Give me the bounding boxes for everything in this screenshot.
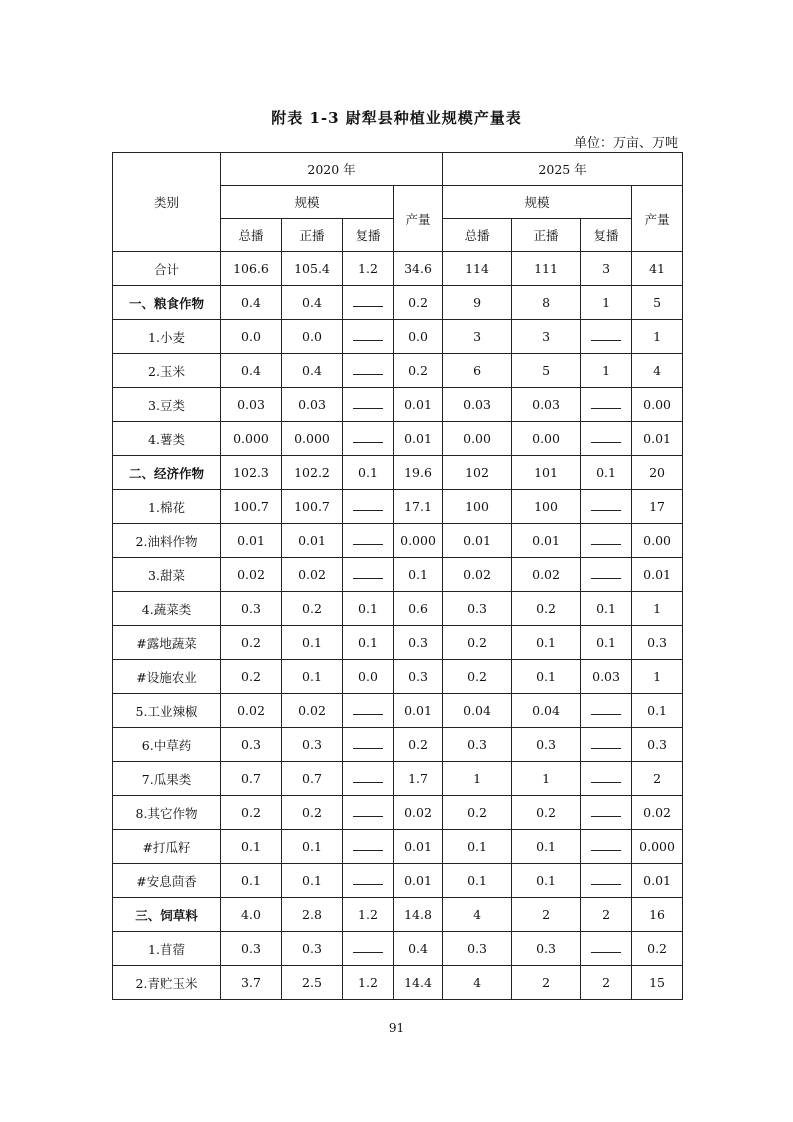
- table-cell: 0.2: [443, 660, 512, 694]
- empty-dash: [353, 536, 383, 545]
- table-cell: 0.3: [443, 728, 512, 762]
- row-label: 8.其它作物: [113, 796, 221, 830]
- table-cell: 0.6: [394, 592, 443, 626]
- empty-dash: [353, 808, 383, 817]
- table-cell: 0.01: [221, 524, 282, 558]
- table-cell: 0.1: [343, 456, 394, 490]
- empty-dash: [353, 366, 383, 375]
- table-cell: 14.4: [394, 966, 443, 1000]
- table-cell: 4: [443, 966, 512, 1000]
- table-cell: 0.3: [632, 728, 683, 762]
- table-cell: 111: [512, 252, 581, 286]
- table-cell: 0.3: [512, 932, 581, 966]
- empty-dash: [353, 774, 383, 783]
- empty-dash: [353, 434, 383, 443]
- table-cell: [581, 728, 632, 762]
- table-cell: [581, 762, 632, 796]
- table-cell: 0.2: [221, 796, 282, 830]
- table-cell: 2: [512, 898, 581, 932]
- table-cell: 0.0: [282, 320, 343, 354]
- table-cell: 8: [512, 286, 581, 320]
- empty-dash: [353, 400, 383, 409]
- table-cell: 0.1: [282, 660, 343, 694]
- table-row: [113, 456, 683, 490]
- table-cell: [343, 864, 394, 898]
- table-cell: 20: [632, 456, 683, 490]
- table-cell: 0.3: [221, 592, 282, 626]
- table-row: [113, 388, 683, 422]
- table-cell: 0.02: [282, 558, 343, 592]
- table-cell: 0.2: [221, 626, 282, 660]
- table-cell: 0.1: [443, 830, 512, 864]
- table-cell: 0.1: [282, 864, 343, 898]
- table-cell: 0.1: [512, 626, 581, 660]
- empty-dash: [353, 570, 383, 579]
- table-row: [113, 558, 683, 592]
- table-cell: 114: [443, 252, 512, 286]
- empty-dash: [353, 842, 383, 851]
- table-row: [113, 660, 683, 694]
- table-cell: 0.2: [394, 354, 443, 388]
- table-cell: 19.6: [394, 456, 443, 490]
- table-cell: 0.4: [282, 354, 343, 388]
- table-cell: [343, 490, 394, 524]
- table-cell: [581, 524, 632, 558]
- unit-label: 单位：万亩、万吨: [573, 136, 678, 151]
- empty-dash: [353, 876, 383, 885]
- table-cell: 3.7: [221, 966, 282, 1000]
- table-cell: 0.3: [443, 932, 512, 966]
- table-cell: 101: [512, 456, 581, 490]
- table-row: [113, 762, 683, 796]
- table-row: [113, 592, 683, 626]
- table-cell: 0.01: [394, 388, 443, 422]
- row-label: 1.苜蓿: [113, 932, 221, 966]
- table-cell: 1.2: [343, 898, 394, 932]
- header-multi-sown-2020: 复播: [343, 219, 394, 252]
- row-label: 3.豆类: [113, 388, 221, 422]
- table-cell: 0.1: [512, 660, 581, 694]
- table-cell: 0.0: [221, 320, 282, 354]
- row-label: 5.工业辣椒: [113, 694, 221, 728]
- table-cell: 1: [443, 762, 512, 796]
- header-total-sown-2025: 总播: [443, 219, 512, 252]
- table-cell: 17: [632, 490, 683, 524]
- table-cell: 0.2: [443, 626, 512, 660]
- table-row: [113, 524, 683, 558]
- table-cell: 0.01: [394, 864, 443, 898]
- table-cell: 0.3: [512, 728, 581, 762]
- table-cell: 0.1: [632, 694, 683, 728]
- table-cell: 0.02: [512, 558, 581, 592]
- row-label: 1.小麦: [113, 320, 221, 354]
- table-cell: 0.01: [632, 422, 683, 456]
- table-cell: 0.03: [282, 388, 343, 422]
- table-cell: [581, 388, 632, 422]
- table-cell: [343, 694, 394, 728]
- header-year-2025: 2025 年: [443, 153, 683, 186]
- table-cell: 17.1: [394, 490, 443, 524]
- table-cell: 0.2: [443, 796, 512, 830]
- empty-dash: [591, 876, 621, 885]
- table-row: [113, 796, 683, 830]
- table-cell: [343, 388, 394, 422]
- table-cell: 1: [632, 592, 683, 626]
- table-cell: 0.02: [443, 558, 512, 592]
- header-scale-2025: 规模: [443, 186, 632, 219]
- row-label: 三、饲草料: [113, 898, 221, 932]
- table-cell: 0.3: [221, 932, 282, 966]
- table-cell: 15: [632, 966, 683, 1000]
- table-cell: 0.02: [394, 796, 443, 830]
- table-cell: 0.0: [343, 660, 394, 694]
- empty-dash: [591, 944, 621, 953]
- table-cell: 0.7: [282, 762, 343, 796]
- table-cell: 0.2: [512, 796, 581, 830]
- table-cell: [343, 354, 394, 388]
- table-cell: 0.2: [394, 286, 443, 320]
- table-cell: [581, 830, 632, 864]
- table-cell: [581, 558, 632, 592]
- row-label: 二、经济作物: [113, 456, 221, 490]
- table-cell: [581, 422, 632, 456]
- table-row: [113, 932, 683, 966]
- row-label: 合计: [113, 252, 221, 286]
- table-cell: 41: [632, 252, 683, 286]
- table-cell: 0.1: [512, 830, 581, 864]
- table-cell: [343, 932, 394, 966]
- table-cell: 2: [512, 966, 581, 1000]
- table-cell: 0.01: [632, 558, 683, 592]
- table-cell: 2: [632, 762, 683, 796]
- table-row: [113, 898, 683, 932]
- table-cell: 0.4: [394, 932, 443, 966]
- table-cell: 3: [581, 252, 632, 286]
- table-cell: 0.01: [512, 524, 581, 558]
- table-cell: 0.2: [632, 932, 683, 966]
- table-cell: [581, 932, 632, 966]
- table-row: [113, 252, 683, 286]
- table-cell: [343, 762, 394, 796]
- page-number: 91: [388, 1021, 405, 1035]
- table-cell: 2: [581, 898, 632, 932]
- table-cell: 4.0: [221, 898, 282, 932]
- table-cell: 0.000: [632, 830, 683, 864]
- table-cell: 5: [632, 286, 683, 320]
- table-cell: 4: [632, 354, 683, 388]
- table-cell: 6: [443, 354, 512, 388]
- table-cell: 1: [632, 660, 683, 694]
- empty-dash: [591, 434, 621, 443]
- table-cell: 0.2: [282, 796, 343, 830]
- table-cell: 16: [632, 898, 683, 932]
- table-cell: 3: [443, 320, 512, 354]
- table-row: [113, 728, 683, 762]
- table-cell: 0.2: [282, 592, 343, 626]
- header-year-2020: 2020 年: [221, 153, 443, 186]
- table-cell: 102.2: [282, 456, 343, 490]
- table-row: [113, 286, 683, 320]
- table-cell: 0.02: [221, 694, 282, 728]
- table-cell: 0.03: [221, 388, 282, 422]
- table-cell: 4: [443, 898, 512, 932]
- row-label: 3.甜菜: [113, 558, 221, 592]
- row-label: 7.瓜果类: [113, 762, 221, 796]
- table-cell: [343, 524, 394, 558]
- table-cell: 0.3: [282, 932, 343, 966]
- table-cell: 2: [581, 966, 632, 1000]
- header-scale-2020: 规模: [221, 186, 394, 219]
- empty-dash: [591, 808, 621, 817]
- empty-dash: [591, 400, 621, 409]
- table-cell: 0.3: [282, 728, 343, 762]
- table-cell: 0.000: [394, 524, 443, 558]
- table-cell: 106.6: [221, 252, 282, 286]
- table-cell: 102: [443, 456, 512, 490]
- table-cell: 0.00: [632, 524, 683, 558]
- row-label: #打瓜籽: [113, 830, 221, 864]
- table-row: [113, 830, 683, 864]
- table-cell: 3: [512, 320, 581, 354]
- table-cell: 0.2: [221, 660, 282, 694]
- table-cell: [581, 320, 632, 354]
- table-cell: 2.8: [282, 898, 343, 932]
- header-main-sown-2020: 正播: [282, 219, 343, 252]
- empty-dash: [353, 502, 383, 511]
- row-label: #露地蔬菜: [113, 626, 221, 660]
- empty-dash: [591, 536, 621, 545]
- table-cell: 1.7: [394, 762, 443, 796]
- table-cell: 0.1: [221, 830, 282, 864]
- table-cell: 0.01: [394, 422, 443, 456]
- table-cell: 0.01: [443, 524, 512, 558]
- table-cell: 0.1: [581, 626, 632, 660]
- table-cell: 0.1: [512, 864, 581, 898]
- empty-dash: [353, 298, 383, 307]
- table-cell: 1: [581, 354, 632, 388]
- table-row: [113, 694, 683, 728]
- table-cell: 0.1: [581, 592, 632, 626]
- table-cell: 0.01: [394, 694, 443, 728]
- table-cell: 0.4: [221, 286, 282, 320]
- table-cell: 0.3: [443, 592, 512, 626]
- table-cell: 0.01: [282, 524, 343, 558]
- table-cell: 0.0: [394, 320, 443, 354]
- table-cell: 1: [581, 286, 632, 320]
- empty-dash: [591, 332, 621, 341]
- row-label: 一、粮食作物: [113, 286, 221, 320]
- table-cell: 100: [512, 490, 581, 524]
- table-cell: [343, 558, 394, 592]
- empty-dash: [353, 332, 383, 341]
- row-label: 4.蔬菜类: [113, 592, 221, 626]
- row-label: 1.棉花: [113, 490, 221, 524]
- table-cell: 0.1: [343, 626, 394, 660]
- table-row: [113, 320, 683, 354]
- empty-dash: [591, 842, 621, 851]
- row-label: #安息茴香: [113, 864, 221, 898]
- table-cell: 0.01: [394, 830, 443, 864]
- table-cell: 0.02: [221, 558, 282, 592]
- empty-dash: [591, 570, 621, 579]
- table-cell: 14.8: [394, 898, 443, 932]
- empty-dash: [591, 706, 621, 715]
- table-cell: 0.4: [282, 286, 343, 320]
- table-cell: 1: [512, 762, 581, 796]
- table-cell: 0.00: [512, 422, 581, 456]
- table-cell: 0.03: [512, 388, 581, 422]
- table-cell: 0.2: [512, 592, 581, 626]
- empty-dash: [591, 774, 621, 783]
- table-cell: 0.000: [221, 422, 282, 456]
- planting-scale-table: [112, 152, 683, 1000]
- empty-dash: [591, 740, 621, 749]
- table-row: [113, 966, 683, 1000]
- header-output-2025: 产量: [632, 186, 683, 252]
- table-cell: 0.1: [221, 864, 282, 898]
- header-main-sown-2025: 正播: [512, 219, 581, 252]
- table-cell: [343, 422, 394, 456]
- table-cell: 34.6: [394, 252, 443, 286]
- table-cell: [581, 864, 632, 898]
- table-cell: 0.00: [632, 388, 683, 422]
- table-cell: 0.1: [443, 864, 512, 898]
- table-cell: 0.3: [221, 728, 282, 762]
- table-cell: 0.1: [282, 626, 343, 660]
- table-cell: 100.7: [282, 490, 343, 524]
- table-cell: 0.1: [282, 830, 343, 864]
- row-label: 6.中草药: [113, 728, 221, 762]
- table-row: [113, 422, 683, 456]
- empty-dash: [353, 740, 383, 749]
- table-cell: 102.3: [221, 456, 282, 490]
- table-cell: 0.1: [581, 456, 632, 490]
- header-multi-sown-2025: 复播: [581, 219, 632, 252]
- table-cell: 0.3: [632, 626, 683, 660]
- table-cell: [581, 694, 632, 728]
- table-row: [113, 864, 683, 898]
- table-cell: 1.2: [343, 252, 394, 286]
- header-total-sown-2020: 总播: [221, 219, 282, 252]
- table-cell: [343, 320, 394, 354]
- header-output-2020: 产量: [394, 186, 443, 252]
- table-cell: 0.01: [632, 864, 683, 898]
- table-cell: 1.2: [343, 966, 394, 1000]
- table-cell: 0.3: [394, 626, 443, 660]
- empty-dash: [591, 502, 621, 511]
- table-cell: 1: [632, 320, 683, 354]
- table-cell: 9: [443, 286, 512, 320]
- table-cell: [343, 728, 394, 762]
- row-label: 2.青贮玉米: [113, 966, 221, 1000]
- table-cell: 0.04: [443, 694, 512, 728]
- table-row: [113, 626, 683, 660]
- table-cell: 0.1: [394, 558, 443, 592]
- table-cell: 0.7: [221, 762, 282, 796]
- table-cell: 0.02: [282, 694, 343, 728]
- table-cell: 0.2: [394, 728, 443, 762]
- empty-dash: [353, 706, 383, 715]
- table-cell: 0.03: [443, 388, 512, 422]
- table-cell: 0.00: [443, 422, 512, 456]
- row-label: 2.油料作物: [113, 524, 221, 558]
- table-cell: [581, 490, 632, 524]
- table-cell: [343, 830, 394, 864]
- table-cell: 100.7: [221, 490, 282, 524]
- table-cell: [343, 286, 394, 320]
- table-cell: 2.5: [282, 966, 343, 1000]
- row-label: 2.玉米: [113, 354, 221, 388]
- table-cell: 0.000: [282, 422, 343, 456]
- table-cell: 5: [512, 354, 581, 388]
- table-cell: 0.3: [394, 660, 443, 694]
- row-label: 4.薯类: [113, 422, 221, 456]
- table-row: [113, 354, 683, 388]
- row-label: #设施农业: [113, 660, 221, 694]
- header-category: 类别: [113, 153, 221, 252]
- table-cell: [343, 796, 394, 830]
- table-cell: 0.03: [581, 660, 632, 694]
- table-cell: 105.4: [282, 252, 343, 286]
- table-row: [113, 490, 683, 524]
- table-cell: 0.4: [221, 354, 282, 388]
- empty-dash: [353, 944, 383, 953]
- table-cell: 0.1: [343, 592, 394, 626]
- table-cell: 0.04: [512, 694, 581, 728]
- table-cell: 100: [443, 490, 512, 524]
- table-cell: [581, 796, 632, 830]
- table-cell: 0.02: [632, 796, 683, 830]
- table-title: 附表 1-3 尉犁县种植业规模产量表: [271, 109, 522, 127]
